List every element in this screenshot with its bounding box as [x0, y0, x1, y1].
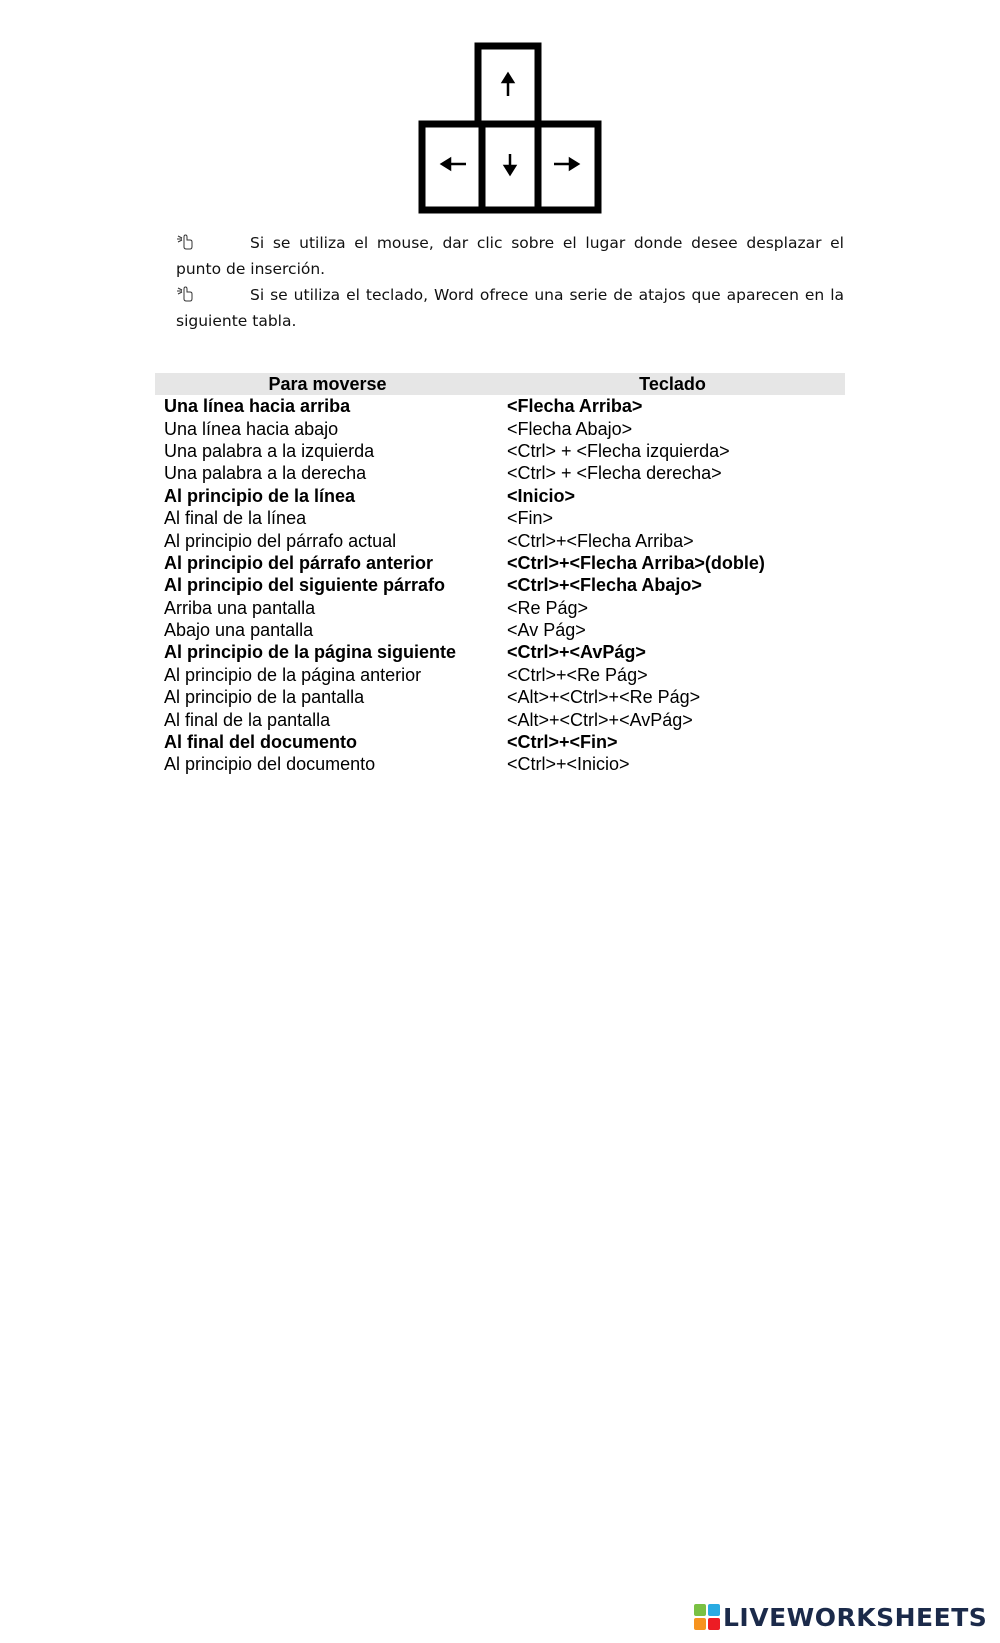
cell-keys: <Alt>+<Ctrl>+<AvPág> [507, 709, 693, 730]
cell-keys: <Ctrl>+<Inicio> [507, 754, 630, 775]
cell-action: Una palabra a la derecha [164, 463, 367, 484]
cell-action: Al principio del párrafo anterior [164, 552, 434, 573]
table-row [155, 597, 845, 619]
arrow-down-icon [505, 154, 515, 174]
instruction-text: Si se utiliza el mouse, dar clic sobre el lugar donde desee desplazar el punto de inserción. [176, 234, 844, 278]
instruction-text: Si se utiliza el teclado, Word ofrece una serie de atajos que aparecen en la siguiente tabla. [176, 286, 844, 330]
cell-keys: <Ctrl> + <Flecha izquierda> [507, 440, 730, 461]
cell-keys: <Ctrl>+<Re Pág> [507, 664, 648, 685]
table-row [155, 485, 845, 507]
cell-action: Arriba una pantalla [164, 597, 316, 618]
table-row [155, 507, 845, 529]
liveworksheets-logo-icon [694, 1604, 720, 1630]
table-row [155, 708, 845, 730]
cell-action: Al principio de la línea [164, 485, 356, 506]
table-row [155, 641, 845, 663]
table-row [155, 753, 845, 775]
cell-keys: <Ctrl>+<AvPág> [507, 642, 646, 663]
header-para-moverse: Para moverse [155, 373, 500, 395]
table-row [155, 664, 845, 686]
liveworksheets-logo [694, 1600, 987, 1634]
table-body [155, 395, 845, 776]
cell-keys: <Flecha Abajo> [507, 418, 633, 439]
instruction-item-mouse [176, 230, 844, 282]
cell-action: Al principio de la página siguiente [164, 642, 457, 663]
cell-action: Abajo una pantalla [164, 620, 314, 641]
logo-text: LIVEWORKSHEETS [723, 1602, 988, 1632]
cell-action: Al principio de la página anterior [164, 664, 422, 685]
table-row [155, 462, 845, 484]
table-row [155, 529, 845, 551]
instruction-list [176, 230, 844, 334]
cell-keys: <Ctrl>+<Flecha Arriba>(doble) [507, 552, 765, 573]
cell-keys: <Re Pág> [507, 597, 589, 618]
cell-keys: <Av Pág> [507, 620, 586, 641]
cell-keys: <Alt>+<Ctrl>+<Re Pág> [507, 687, 701, 708]
cell-keys: <Ctrl>+<Flecha Abajo> [507, 575, 702, 596]
mouse-pointer-icon [176, 234, 194, 250]
table-row [155, 395, 845, 417]
cell-keys: <Ctrl>+<Flecha Arriba> [507, 530, 694, 551]
table-row [155, 440, 845, 462]
cell-action: Al principio del siguiente párrafo [164, 575, 446, 596]
cell-action: Al principio del párrafo actual [164, 530, 397, 551]
cell-action: Al final de la línea [164, 508, 307, 529]
arrow-left-icon [442, 159, 466, 169]
table-row [155, 619, 845, 641]
table-row [155, 574, 845, 596]
cell-action: Al principio de la pantalla [164, 687, 365, 708]
cell-action: Una línea hacia arriba [164, 396, 351, 417]
cell-action: Al final de la pantalla [164, 709, 331, 730]
arrow-keys-illustration [418, 42, 602, 214]
arrow-right-icon [554, 159, 578, 169]
instruction-item-keyboard [176, 282, 844, 334]
header-teclado: Teclado [500, 373, 845, 395]
shortcut-table [155, 373, 845, 776]
cell-action: Una línea hacia abajo [164, 418, 339, 439]
cell-action: Una palabra a la izquierda [164, 440, 375, 461]
table-row [155, 552, 845, 574]
table-header-row [155, 373, 845, 395]
cell-keys: <Inicio> [507, 485, 576, 506]
arrow-up-icon [503, 74, 513, 96]
table-row [155, 731, 845, 753]
cell-keys: <Ctrl> + <Flecha derecha> [507, 463, 722, 484]
mouse-pointer-icon [176, 286, 194, 302]
table-row [155, 686, 845, 708]
cell-keys: <Flecha Arriba> [507, 396, 643, 417]
cell-action: Al final del documento [164, 732, 358, 753]
cell-action: Al principio del documento [164, 754, 376, 775]
table-row [155, 417, 845, 439]
cell-keys: <Fin> [507, 508, 554, 529]
cell-keys: <Ctrl>+<Fin> [507, 732, 618, 753]
